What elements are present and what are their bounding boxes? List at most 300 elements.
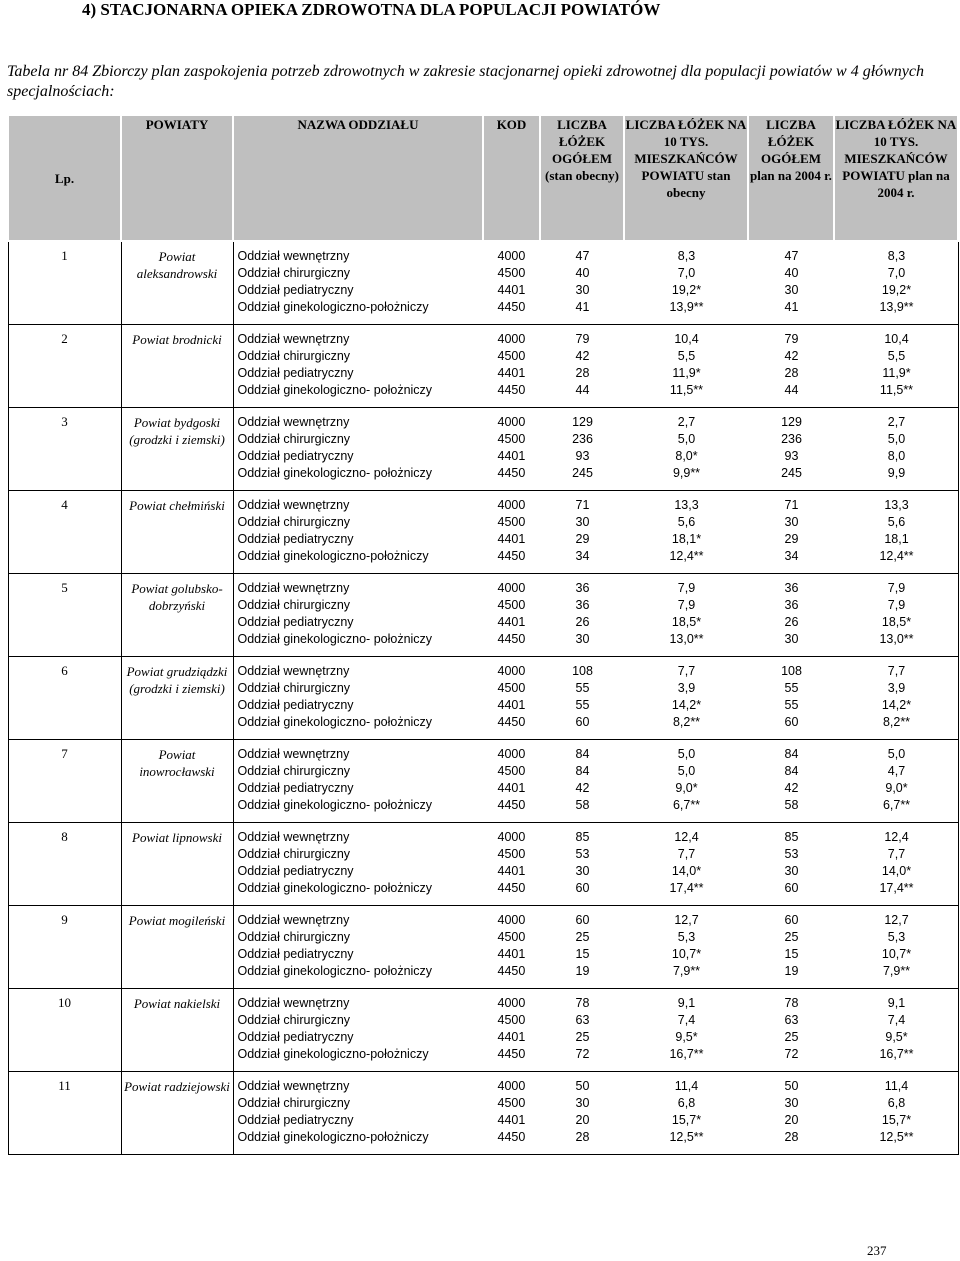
beds-plan-per10k: 7,0 [887, 266, 906, 280]
beds-plan-per10k: 8,2** [882, 715, 911, 729]
beds-plan-per10k: 7,9 [887, 598, 906, 612]
ward-name: Oddział pediatryczny [237, 1030, 354, 1044]
ward-row [234, 299, 959, 316]
header-beds-plan-per10k: LICZBA ŁÓŻEK NA 10 TYS. MIESZKAŃCÓW POWIATU plan na 2004 r. [834, 115, 958, 241]
beds-now-per10k: 18,5* [671, 615, 702, 629]
beds-plan: 42 [784, 781, 799, 795]
beds-plan: 34 [784, 549, 799, 563]
beds-now: 28 [575, 1130, 590, 1144]
ward-name: Oddział ginekologiczno- położniczy [237, 383, 433, 397]
powiat-group [8, 823, 958, 906]
beds-plan: 63 [784, 1013, 799, 1027]
lp-cell: 7 [8, 740, 121, 823]
beds-now: 236 [572, 432, 593, 446]
ward-row [234, 663, 959, 680]
beds-plan: 55 [784, 698, 799, 712]
ward-rows-cell [233, 823, 958, 906]
ward-code: 4000 [497, 498, 526, 512]
beds-plan-per10k: 7,9 [887, 581, 906, 595]
beds-now-per10k: 6,8 [677, 1096, 696, 1110]
ward-code: 4500 [497, 847, 526, 861]
ward-name: Oddział chirurgiczny [237, 764, 351, 778]
beds-now: 60 [575, 881, 590, 895]
beds-now: 36 [575, 581, 590, 595]
beds-plan: 78 [784, 996, 799, 1010]
beds-now: 34 [575, 549, 590, 563]
ward-code: 4450 [497, 798, 526, 812]
beds-plan-per10k: 10,4 [884, 332, 909, 346]
ward-row [234, 780, 959, 797]
beds-plan-per10k: 6,8 [887, 1096, 906, 1110]
ward-rows [234, 580, 959, 648]
beds-plan: 84 [784, 747, 799, 761]
beds-now-per10k: 3,9 [677, 681, 696, 695]
beds-plan-per10k: 4,7 [887, 764, 906, 778]
beds-now-per10k: 12,4 [674, 830, 699, 844]
beds-now-per10k: 11,9* [672, 366, 701, 380]
ward-row [234, 829, 959, 846]
beds-plan-per10k: 7,9** [882, 964, 911, 978]
ward-code: 4500 [497, 349, 526, 363]
ward-row [234, 746, 959, 763]
beds-plan: 36 [784, 598, 799, 612]
powiat-group [8, 241, 958, 325]
beds-now: 30 [575, 283, 590, 297]
beds-plan: 129 [781, 415, 802, 429]
ward-code: 4000 [497, 913, 526, 927]
beds-now: 30 [575, 864, 590, 878]
beds-now-per10k: 7,4 [677, 1013, 696, 1027]
ward-name: Oddział wewnętrzny [237, 415, 350, 429]
powiat-cell: Powiat golubsko-dobrzyński [121, 574, 233, 657]
beds-now: 71 [575, 498, 590, 512]
ward-name: Oddział chirurgiczny [237, 1096, 351, 1110]
ward-row [234, 331, 959, 348]
beds-plan: 55 [784, 681, 799, 695]
ward-rows-cell [233, 408, 958, 491]
ward-row [234, 614, 959, 631]
beds-now: 79 [575, 332, 590, 346]
ward-row [234, 946, 959, 963]
ward-code: 4500 [497, 266, 526, 280]
beds-now-per10k: 10,7* [671, 947, 702, 961]
ward-code: 4450 [497, 1047, 526, 1061]
beds-now: 25 [575, 1030, 590, 1044]
beds-plan-per10k: 9,0* [885, 781, 908, 795]
ward-row [234, 282, 959, 299]
lp-cell: 2 [8, 325, 121, 408]
lp-cell: 8 [8, 823, 121, 906]
beds-plan-per10k: 13,9** [879, 300, 914, 314]
beds-plan-per10k: 5,0 [887, 747, 906, 761]
ward-row [234, 414, 959, 431]
beds-plan-per10k: 5,6 [887, 515, 906, 529]
ward-rows-cell [233, 325, 958, 408]
ward-code: 4000 [497, 830, 526, 844]
ward-rows-cell [233, 574, 958, 657]
ward-name: Oddział ginekologiczno-położniczy [237, 1130, 429, 1144]
beds-now-per10k: 9,0* [675, 781, 698, 795]
ward-code: 4401 [497, 449, 526, 463]
ward-code: 4000 [497, 332, 526, 346]
beds-now-per10k: 11,5** [669, 383, 704, 397]
beds-now: 245 [572, 466, 593, 480]
ward-row [234, 448, 959, 465]
ward-code: 4401 [497, 283, 526, 297]
beds-plan: 19 [784, 964, 799, 978]
powiat-group [8, 740, 958, 823]
ward-name: Oddział chirurgiczny [237, 515, 351, 529]
beds-now-per10k: 12,5** [669, 1130, 704, 1144]
powiat-group [8, 1072, 958, 1155]
ward-row [234, 963, 959, 980]
ward-row [234, 1029, 959, 1046]
beds-now: 47 [575, 249, 590, 263]
beds-now: 50 [575, 1079, 590, 1093]
beds-now-per10k: 6,7** [672, 798, 701, 812]
beds-plan: 30 [784, 864, 799, 878]
ward-name: Oddział wewnętrzny [237, 332, 350, 346]
ward-row [234, 431, 959, 448]
beds-now-per10k: 14,0* [671, 864, 702, 878]
powiat-cell: Powiat brodnicki [121, 325, 233, 408]
ward-name: Oddział chirurgiczny [237, 681, 351, 695]
beds-plan: 15 [784, 947, 799, 961]
beds-now-per10k: 8,0* [675, 449, 698, 463]
beds-plan-per10k: 9,9 [887, 466, 906, 480]
beds-plan-per10k: 9,1 [887, 996, 906, 1010]
ward-row [234, 880, 959, 897]
header-powiaty: POWIATY [121, 115, 233, 241]
page-number: 237 [867, 1243, 887, 1258]
ward-code: 4000 [497, 664, 526, 678]
ward-rows-cell [233, 657, 958, 740]
powiat-group [8, 906, 958, 989]
beds-plan-per10k: 16,7** [879, 1047, 914, 1061]
beds-plan: 30 [784, 1096, 799, 1110]
beds-now-per10k: 7,9 [677, 598, 696, 612]
beds-now-per10k: 16,7** [669, 1047, 704, 1061]
beds-now: 108 [572, 664, 593, 678]
beds-plan: 42 [784, 349, 799, 363]
beds-now: 84 [575, 764, 590, 778]
beds-plan-per10k: 18,5* [881, 615, 912, 629]
powiat-cell: Powiat lipnowski [121, 823, 233, 906]
beds-now: 20 [575, 1113, 590, 1127]
beds-plan-per10k: 5,3 [887, 930, 906, 944]
ward-code: 4500 [497, 1013, 526, 1027]
ward-code: 4450 [497, 383, 526, 397]
beds-plan-per10k: 17,4** [879, 881, 914, 895]
powiat-cell: Powiat radziejowski [121, 1072, 233, 1155]
ward-code: 4401 [497, 532, 526, 546]
ward-name: Oddział ginekologiczno- położniczy [237, 466, 433, 480]
ward-row [234, 846, 959, 863]
ward-name: Oddział chirurgiczny [237, 847, 351, 861]
ward-row [234, 1129, 959, 1146]
beds-plan-per10k: 2,7 [887, 415, 906, 429]
beds-plan: 58 [784, 798, 799, 812]
powiat-group [8, 989, 958, 1072]
lp-cell: 9 [8, 906, 121, 989]
beds-now-per10k: 8,2** [672, 715, 701, 729]
beds-plan: 79 [784, 332, 799, 346]
beds-now-per10k: 14,2* [671, 698, 702, 712]
beds-plan-per10k: 7,7 [887, 664, 906, 678]
beds-now: 25 [575, 930, 590, 944]
ward-row [234, 497, 959, 514]
beds-plan-per10k: 11,9* [882, 366, 911, 380]
ward-code: 4000 [497, 747, 526, 761]
ward-rows-cell [233, 906, 958, 989]
ward-code: 4450 [497, 632, 526, 646]
header-lp: Lp. [8, 115, 121, 241]
beds-now-per10k: 11,4 [674, 1079, 699, 1093]
ward-code: 4000 [497, 581, 526, 595]
ward-code: 4500 [497, 764, 526, 778]
header-beds-plan: LICZBA ŁÓŻEK OGÓŁEM plan na 2004 r. [748, 115, 834, 241]
ward-code: 4000 [497, 996, 526, 1010]
beds-now: 26 [575, 615, 590, 629]
beds-now-per10k: 18,1* [671, 532, 702, 546]
header-kod: KOD [483, 115, 540, 241]
beds-plan-per10k: 7,7 [887, 847, 906, 861]
beds-plan: 71 [784, 498, 799, 512]
beds-plan: 93 [784, 449, 799, 463]
beds-plan: 28 [784, 1130, 799, 1144]
ward-row [234, 531, 959, 548]
ward-rows-cell [233, 1072, 958, 1155]
ward-row [234, 248, 959, 265]
ward-row [234, 912, 959, 929]
beds-now-per10k: 5,0 [677, 747, 696, 761]
ward-row [234, 1078, 959, 1095]
beds-plan-per10k: 11,5** [879, 383, 914, 397]
ward-name: Oddział chirurgiczny [237, 930, 351, 944]
beds-plan-per10k: 14,2* [881, 698, 912, 712]
ward-name: Oddział chirurgiczny [237, 1013, 351, 1027]
beds-now: 58 [575, 798, 590, 812]
ward-code: 4401 [497, 947, 526, 961]
ward-rows [234, 746, 959, 814]
beds-now-per10k: 7,0 [677, 266, 696, 280]
header-beds-now-per10k: LICZBA ŁÓŻEK NA 10 TYS. MIESZKAŃCÓW POWIATU stan obecny [624, 115, 748, 241]
beds-now-per10k: 9,9** [672, 466, 701, 480]
ward-code: 4500 [497, 930, 526, 944]
beds-plan-per10k: 12,4** [879, 549, 914, 563]
ward-name: Oddział ginekologiczno- położniczy [237, 881, 433, 895]
ward-rows [234, 1078, 959, 1146]
ward-name: Oddział pediatryczny [237, 947, 354, 961]
ward-row [234, 365, 959, 382]
ward-rows [234, 497, 959, 565]
ward-name: Oddział pediatryczny [237, 781, 354, 795]
beds-plan-per10k: 18,1 [884, 532, 909, 546]
lp-cell: 1 [8, 241, 121, 325]
ward-row [234, 863, 959, 880]
beds-plan-per10k: 15,7* [881, 1113, 912, 1127]
ward-row [234, 348, 959, 365]
beds-plan: 44 [784, 383, 799, 397]
ward-name: Oddział wewnętrzny [237, 498, 350, 512]
ward-name: Oddział pediatryczny [237, 283, 354, 297]
ward-code: 4450 [497, 300, 526, 314]
ward-name: Oddział ginekologiczno-położniczy [237, 549, 429, 563]
beds-plan-per10k: 9,5* [885, 1030, 908, 1044]
section-title: 4) STACJONARNA OPIEKA ZDROWOTNA DLA POPULACJI POWIATÓW [82, 0, 661, 19]
ward-name: Oddział wewnętrzny [237, 913, 350, 927]
ward-name: Oddział chirurgiczny [237, 266, 351, 280]
powiat-group [8, 657, 958, 740]
ward-row [234, 382, 959, 399]
ward-name: Oddział chirurgiczny [237, 598, 351, 612]
ward-code: 4450 [497, 964, 526, 978]
beds-plan-per10k: 11,4 [884, 1079, 909, 1093]
beds-plan: 108 [781, 664, 802, 678]
beds-plan: 60 [784, 881, 799, 895]
ward-name: Oddział pediatryczny [237, 449, 354, 463]
beds-now-per10k: 12,4** [669, 549, 704, 563]
beds-now: 60 [575, 913, 590, 927]
beds-plan: 30 [784, 283, 799, 297]
powiat-group [8, 408, 958, 491]
ward-row [234, 1095, 959, 1112]
ward-row [234, 1012, 959, 1029]
beds-now: 84 [575, 747, 590, 761]
header-nazwa: NAZWA ODDZIAŁU [233, 115, 483, 241]
beds-plan: 84 [784, 764, 799, 778]
ward-row [234, 797, 959, 814]
beds-now-per10k: 13,9** [669, 300, 704, 314]
beds-now-per10k: 5,6 [677, 515, 696, 529]
beds-now: 55 [575, 698, 590, 712]
beds-now: 19 [575, 964, 590, 978]
ward-code: 4401 [497, 615, 526, 629]
ward-row [234, 631, 959, 648]
beds-now: 53 [575, 847, 590, 861]
powiat-cell: Powiat nakielski [121, 989, 233, 1072]
beds-now-per10k: 5,0 [677, 432, 696, 446]
beds-now: 129 [572, 415, 593, 429]
powiat-group [8, 325, 958, 408]
ward-rows [234, 663, 959, 731]
ward-rows-cell [233, 740, 958, 823]
ward-rows [234, 829, 959, 897]
ward-rows-cell [233, 989, 958, 1072]
lp-cell: 11 [8, 1072, 121, 1155]
ward-code: 4000 [497, 415, 526, 429]
ward-name: Oddział pediatryczny [237, 864, 354, 878]
ward-name: Oddział pediatryczny [237, 366, 354, 380]
beds-plan: 28 [784, 366, 799, 380]
ward-code: 4500 [497, 681, 526, 695]
ward-code: 4450 [497, 881, 526, 895]
ward-rows-cell [233, 241, 958, 325]
beds-plan-per10k: 13,3 [884, 498, 909, 512]
ward-code: 4000 [497, 1079, 526, 1093]
powiat-cell: Powiat aleksandrowski [121, 241, 233, 325]
beds-plan: 53 [784, 847, 799, 861]
beds-plan: 236 [781, 432, 802, 446]
beds-plan: 85 [784, 830, 799, 844]
beds-now: 29 [575, 532, 590, 546]
beds-now-per10k: 7,7 [677, 847, 696, 861]
beds-now-per10k: 7,7 [677, 664, 696, 678]
ward-row [234, 929, 959, 946]
beds-plan: 60 [784, 715, 799, 729]
beds-now: 36 [575, 598, 590, 612]
ward-rows [234, 912, 959, 980]
ward-row [234, 514, 959, 531]
beds-now-per10k: 5,3 [677, 930, 696, 944]
ward-name: Oddział wewnętrzny [237, 747, 350, 761]
beds-plan-per10k: 13,0** [879, 632, 914, 646]
beds-now: 30 [575, 515, 590, 529]
ward-code: 4500 [497, 515, 526, 529]
beds-plan: 245 [781, 466, 802, 480]
beds-plan: 30 [784, 632, 799, 646]
beds-now-per10k: 9,1 [677, 996, 696, 1010]
ward-name: Oddział wewnętrzny [237, 581, 350, 595]
ward-name: Oddział ginekologiczno- położniczy [237, 632, 433, 646]
beds-plan: 50 [784, 1079, 799, 1093]
ward-code: 4450 [497, 549, 526, 563]
table-caption: Tabela nr 84 Zbiorczy plan zaspokojenia potrzeb zdrowotnych w zakresie stacjonarnej opieki zdrowotnej dla populacji powiatów w 4 głównych specjalnościach: [7, 63, 925, 100]
ward-name: Oddział ginekologiczno- położniczy [237, 715, 433, 729]
beds-plan-per10k: 12,4 [884, 830, 909, 844]
beds-now-per10k: 7,9 [677, 581, 696, 595]
powiat-group [8, 574, 958, 657]
ward-name: Oddział chirurgiczny [237, 432, 351, 446]
beds-plan-per10k: 19,2* [881, 283, 912, 297]
ward-name: Oddział pediatryczny [237, 698, 354, 712]
ward-code: 4401 [497, 864, 526, 878]
beds-now-per10k: 8,3 [677, 249, 696, 263]
beds-plan: 60 [784, 913, 799, 927]
beds-now: 60 [575, 715, 590, 729]
powiat-cell: Powiat bydgoski (grodzki i ziemski) [121, 408, 233, 491]
ward-code: 4500 [497, 1096, 526, 1110]
ward-rows [234, 995, 959, 1063]
beds-plan-per10k: 5,5 [887, 349, 906, 363]
beds-now: 85 [575, 830, 590, 844]
ward-row [234, 265, 959, 282]
beds-now: 40 [575, 266, 590, 280]
beds-plan-per10k: 6,7** [882, 798, 911, 812]
ward-row [234, 995, 959, 1012]
beds-plan-per10k: 3,9 [887, 681, 906, 695]
lp-cell: 4 [8, 491, 121, 574]
beds-now-per10k: 7,9** [672, 964, 701, 978]
beds-now: 15 [575, 947, 590, 961]
powiat-group [8, 491, 958, 574]
beds-now-per10k: 12,7 [674, 913, 699, 927]
ward-code: 4401 [497, 1030, 526, 1044]
ward-name: Oddział chirurgiczny [237, 349, 351, 363]
beds-now: 30 [575, 632, 590, 646]
ward-name: Oddział ginekologiczno-położniczy [237, 300, 429, 314]
beds-now-per10k: 2,7 [677, 415, 696, 429]
beds-plan-per10k: 12,7 [884, 913, 909, 927]
beds-plan-per10k: 7,4 [887, 1013, 906, 1027]
lp-cell: 5 [8, 574, 121, 657]
ward-code: 4401 [497, 698, 526, 712]
lp-cell: 6 [8, 657, 121, 740]
lp-cell: 3 [8, 408, 121, 491]
powiat-cell: Powiat chełmiński [121, 491, 233, 574]
ward-code: 4450 [497, 466, 526, 480]
beds-now: 42 [575, 349, 590, 363]
